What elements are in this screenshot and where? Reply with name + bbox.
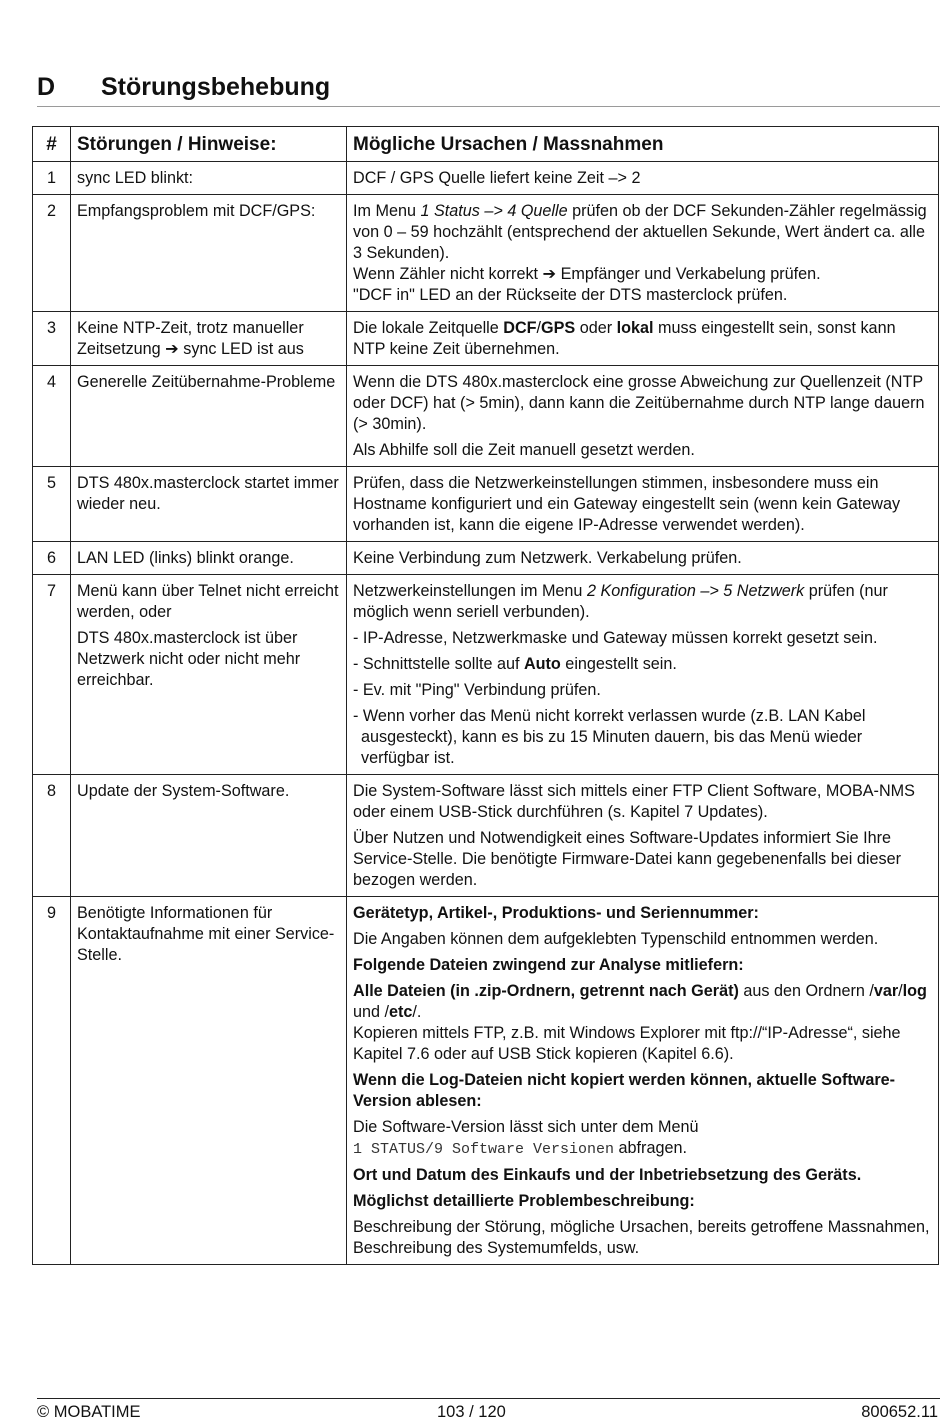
row-cause xyxy=(347,312,939,366)
text: prüfen (nur möglich wenn seriell verbunden). xyxy=(353,582,888,621)
page-footer xyxy=(37,1398,940,1421)
footer-page-number: 103 / 120 xyxy=(437,1403,506,1421)
text: / xyxy=(898,982,903,1000)
bold-term: Alle Dateien (in .zip-Ordnern, getrennt nach Gerät) xyxy=(353,982,739,1000)
bold-heading xyxy=(353,903,932,924)
menu-path: 2 Konfiguration –> 5 Netzwerk xyxy=(586,582,805,600)
row-cause xyxy=(347,575,939,775)
text: / xyxy=(536,319,542,337)
paragraph: DTS 480x.masterclock ist über Netzwerk nicht oder nicht mehr erreichbar. xyxy=(77,629,301,689)
text: Im Menu xyxy=(353,202,421,220)
bold-heading xyxy=(353,1165,932,1186)
bold-heading xyxy=(353,1070,932,1112)
row-cause xyxy=(347,366,939,467)
row-number: 8 xyxy=(33,775,71,897)
text: "DCF in" LED an der Rückseite der DTS masterclock prüfen. xyxy=(353,286,788,304)
paragraph xyxy=(353,1117,932,1160)
table-row xyxy=(33,366,939,467)
header-num: # xyxy=(33,127,71,162)
row-issue: Generelle Zeitübernahme-Probleme xyxy=(71,366,347,467)
text: prüfen ob der DCF Sekunden-Zähler regelmässig von 0 – 59 hochzählt (entsprechend der aktuellen Sekunde, Wert ändert ca. alle 3 Sekunden). xyxy=(353,202,927,262)
row-issue: Empfangsproblem mit DCF/GPS: xyxy=(71,195,347,312)
text: /. xyxy=(412,1003,422,1021)
section-heading xyxy=(37,70,940,107)
row-issue: Keine NTP-Zeit, trotz manueller Zeitsetzung ➔ sync LED ist aus xyxy=(71,312,347,366)
row-cause xyxy=(347,775,939,897)
table-row xyxy=(33,775,939,897)
text: Kopieren mittels FTP, z.B. mit Windows Explorer mit ftp://“IP-Adresse“, siehe Kapitel 7.6 oder auf USB Stick kopieren (Kapitel 6.6). xyxy=(353,1024,901,1063)
table-header-row xyxy=(33,127,939,162)
paragraph: Beschreibung der Störung, mögliche Ursachen, bereits getroffene Massnahmen, Beschreibung des Systemumfelds, usw. xyxy=(353,1218,930,1257)
paragraph xyxy=(353,981,932,1065)
paragraph xyxy=(353,581,932,623)
row-issue xyxy=(71,575,347,775)
text: eingestellt sein. xyxy=(560,655,677,673)
section-title: Störungsbehebung xyxy=(101,73,331,101)
table-row xyxy=(33,195,939,312)
text: und / xyxy=(353,1003,390,1021)
row-number: 7 xyxy=(33,575,71,775)
table-row xyxy=(33,312,939,366)
header-issue: Störungen / Hinweise: xyxy=(71,127,347,162)
bold-term: Wenn die Log-Dateien nicht kopiert werden können, aktuelle Software-Version ablesen: xyxy=(353,1071,896,1110)
table-row xyxy=(33,162,939,195)
section-letter: D xyxy=(37,73,56,101)
bold-heading xyxy=(353,1191,932,1212)
paragraph: Über Nutzen und Notwendigkeit eines Software-Updates informiert Sie Ihre Service-Stelle. Die benötigte Firmware-Datei kann gegebenenfalls bei dieser bezogen werden. xyxy=(353,829,901,889)
row-issue: DTS 480x.masterclock startet immer wieder neu. xyxy=(71,467,347,542)
footer-doc-number: 800652.11 xyxy=(861,1403,938,1421)
row-number: 2 xyxy=(33,195,71,312)
text: Die lokale Zeitquelle xyxy=(353,319,504,337)
row-issue: Benötigte Informationen für Kontaktaufnahme mit einer Service-Stelle. xyxy=(71,897,347,1265)
troubleshooting-table xyxy=(32,126,939,1265)
bold-term: var xyxy=(873,982,899,1000)
table-row xyxy=(33,575,939,775)
text: oder xyxy=(575,319,617,337)
text: Netzwerkeinstellungen im Menu xyxy=(353,582,587,600)
list-item: - IP-Adresse, Netzwerkmaske und Gateway müssen korrekt gesetzt sein. xyxy=(353,629,878,647)
text: Wenn Zähler nicht korrekt ➔ Empfänger und Verkabelung prüfen. xyxy=(353,265,821,283)
row-number: 4 xyxy=(33,366,71,467)
row-cause: Keine Verbindung zum Netzwerk. Verkabelung prüfen. xyxy=(347,542,939,575)
table-row xyxy=(33,542,939,575)
bold-heading xyxy=(353,955,932,976)
bold-term: Ort und Datum des Einkaufs und der Inbetriebsetzung des Geräts. xyxy=(353,1166,862,1184)
paragraph: Menü kann über Telnet nicht erreicht werden, oder xyxy=(77,582,339,621)
bold-term: log xyxy=(902,982,927,1000)
paragraph: Wenn die DTS 480x.masterclock eine grosse Abweichung zur Quellenzeit (NTP oder DCF) hat (> 5min), dann kann die Zeitübernahme durch NTP lange dauern (> 30min). xyxy=(353,373,925,433)
bold-term: Möglichst detaillierte Problembeschreibung: xyxy=(353,1192,695,1210)
table-row xyxy=(33,467,939,542)
list-item: - Ev. mit "Ping" Verbindung prüfen. xyxy=(353,681,601,699)
paragraph: Als Abhilfe soll die Zeit manuell gesetzt werden. xyxy=(353,441,695,459)
row-issue: sync LED blinkt: xyxy=(71,162,347,195)
bold-term: DCF xyxy=(503,319,537,337)
bold-term: Gerätetyp, Artikel-, Produktions- und Seriennummer: xyxy=(353,904,759,922)
row-issue: Update der System-Software. xyxy=(71,775,347,897)
row-cause: Prüfen, dass die Netzwerkeinstellungen stimmen, insbesondere muss ein Hostname konfiguriert und ein Gateway eingestellt sein (wenn kein Gateway vorhanden ist, kann die eigene IP-Adresse verwendet werden). xyxy=(347,467,939,542)
footer-copyright: © MOBATIME xyxy=(37,1403,141,1421)
paragraph: Die Angaben können dem aufgeklebten Typenschild entnommen werden. xyxy=(353,930,879,948)
text: Die Software-Version lässt sich unter dem Menü xyxy=(353,1118,699,1136)
row-number: 3 xyxy=(33,312,71,366)
text: abfragen. xyxy=(614,1139,687,1157)
bold-term: Folgende Dateien zwingend zur Analyse mitliefern: xyxy=(353,956,744,974)
header-cause: Mögliche Ursachen / Massnahmen xyxy=(347,127,939,162)
row-cause: DCF / GPS Quelle liefert keine Zeit –> 2 xyxy=(347,162,939,195)
text: muss eingestellt sein, sonst kann NTP keine Zeit übernehmen. xyxy=(353,319,896,358)
bold-term: GPS xyxy=(541,319,576,337)
list-item: - Wenn vorher das Menü nicht korrekt verlassen wurde (z.B. LAN Kabel ausgesteckt), kann es bis zu 15 Minuten dauern, bis das Menü wieder verfügbar ist. xyxy=(353,707,866,767)
row-number: 1 xyxy=(33,162,71,195)
list-item xyxy=(353,654,932,675)
menu-path: 1 Status –> 4 Quelle xyxy=(420,202,568,220)
text: aus den Ordnern / xyxy=(738,982,874,1000)
menu-path-code: 1 STATUS/9 Software Versionen xyxy=(353,1141,615,1158)
text: - Schnittstelle sollte auf xyxy=(353,655,524,673)
paragraph: Die System-Software lässt sich mittels einer FTP Client Software, MOBA-NMS oder einem USB-Stick durchführen (s. Kapitel 7 Updates). xyxy=(353,782,915,821)
row-issue: LAN LED (links) blinkt orange. xyxy=(71,542,347,575)
bold-term: Auto xyxy=(523,655,561,673)
bold-term: lokal xyxy=(616,319,654,337)
row-cause xyxy=(347,195,939,312)
row-cause xyxy=(347,897,939,1265)
row-number: 5 xyxy=(33,467,71,542)
row-number: 6 xyxy=(33,542,71,575)
row-number: 9 xyxy=(33,897,71,1265)
bold-term: etc xyxy=(389,1003,413,1021)
table-row xyxy=(33,897,939,1265)
